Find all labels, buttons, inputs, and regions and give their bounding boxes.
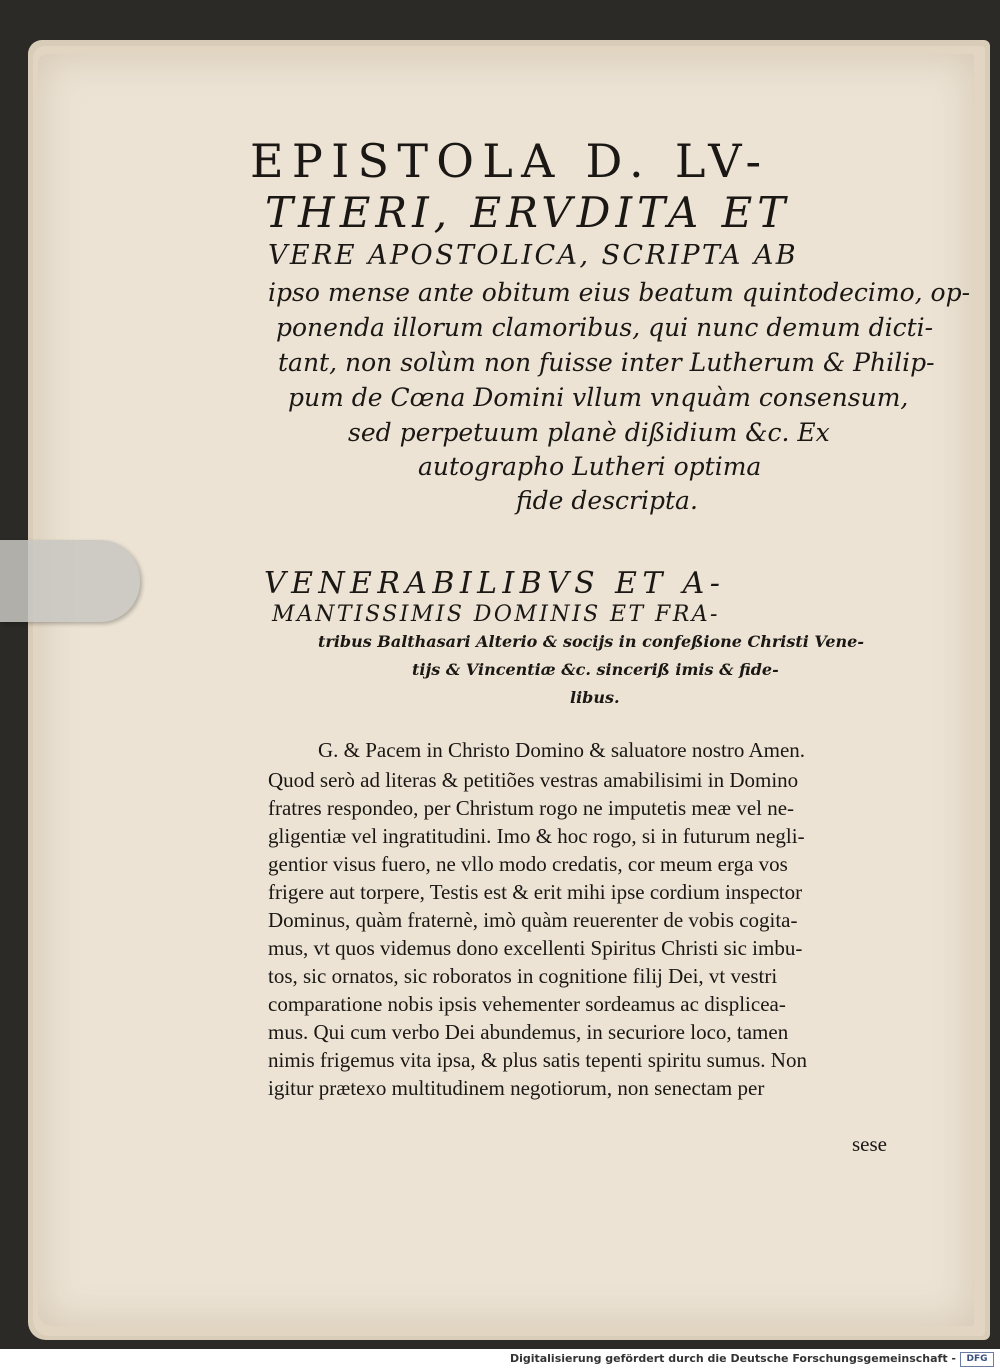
address-line-4: tijs & Vincentiæ &c. sinceriß imis & fide- (412, 660, 779, 679)
title-line-2: THERI, ERVDITA ET (265, 188, 791, 237)
body-line: gligentiæ vel ingratitudini. Imo & hoc rogo, si in futurum negli- (268, 824, 805, 848)
page-tab-marker (0, 540, 140, 622)
body-line: frigere aut torpere, Testis est & erit mihi ipse cordium inspector (268, 880, 803, 904)
body-line: tos, sic ornatos, sic roboratos in cognitione filij Dei, vt vestri (268, 964, 778, 988)
title-line-1: EPISTOLA D. LV- (250, 134, 770, 188)
body-line: gentior visus fuero, ne vllo modo credatis, cor meum erga vos (268, 852, 788, 876)
footer-bar (0, 1349, 1000, 1369)
dfg-logo: DFG (960, 1352, 994, 1367)
address-line-1: VENERABILIBVS ET A- (264, 566, 726, 601)
subtitle-line: ponenda illorum clamoribus, qui nunc demum dicti- (276, 313, 934, 342)
subtitle-line: pum de Cœna Domini vllum vnquàm consensum, (288, 383, 909, 412)
body-line: mus, vt quos videmus dono excellenti Spiritus Christi sic imbu- (268, 936, 803, 960)
subtitle-line: ipso mense ante obitum eius beatum quintodecimo, op- (268, 278, 971, 307)
subtitle-line: fide descripta. (516, 486, 698, 515)
address-line-5: libus. (570, 688, 620, 707)
body-line: mus. Qui cum verbo Dei abundemus, in securiore loco, tamen (268, 1020, 789, 1044)
body-line: G. & Pacem in Christo Domino & saluatore nostro Amen. (318, 738, 806, 762)
address-line-2: MANTISSIMIS DOMINIS ET FRA- (272, 602, 720, 627)
body-line: fratres respondeo, per Christum rogo ne imputetis meæ vel ne- (268, 796, 795, 820)
subtitle-line: tant, non solùm non fuisse inter Lutherum & Philip- (278, 348, 935, 377)
title-line-3: VERE APOSTOLICA, SCRIPTA AB (268, 240, 799, 271)
address-line-3: tribus Balthasari Alterio & socijs in confeßione Christi Vene- (318, 632, 864, 651)
body-line: Quod serò ad literas & petitiões vestras amabilisimi in Domino (268, 768, 799, 792)
body-line: igitur prætexo multitudinem negotiorum, non senectam per (268, 1076, 765, 1100)
body-line: Dominus, quàm fraternè, imò quàm reuerenter de vobis cogita- (268, 908, 798, 932)
subtitle-line: sed perpetuum planè dißidium &c. Ex (348, 418, 830, 447)
catchword: sese (852, 1132, 887, 1156)
body-line: comparatione nobis ipsis vehementer sordeamus ac displicea- (268, 992, 786, 1016)
footer-credit: Digitalisierung gefördert durch die Deutsche Forschungsgemeinschaft - (509, 1352, 956, 1365)
subtitle-line: autographo Lutheri optima (418, 452, 762, 481)
body-line: nimis frigemus vita ipsa, & plus satis tepenti spiritu sumus. Non (268, 1048, 807, 1072)
